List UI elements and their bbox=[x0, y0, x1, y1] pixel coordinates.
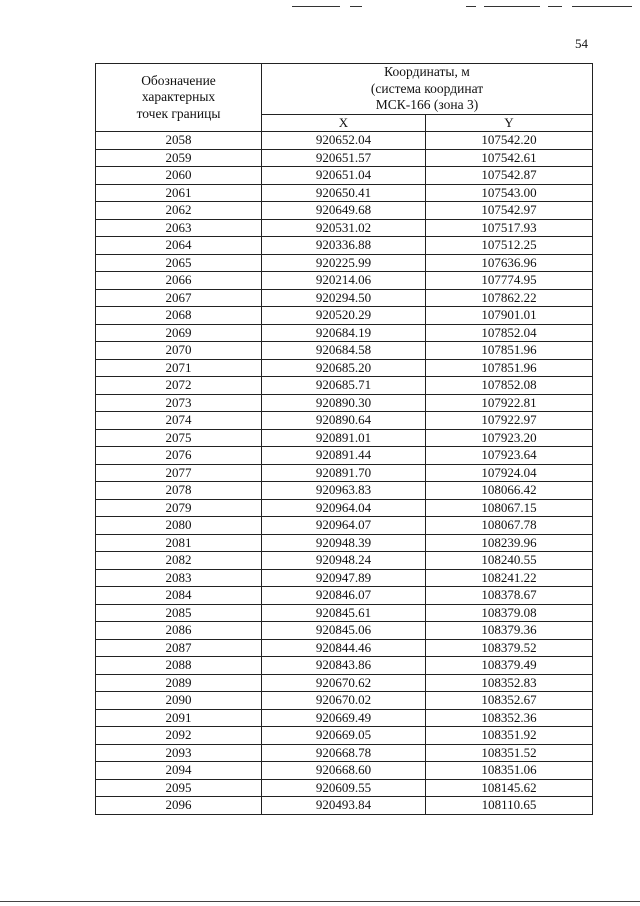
x-coordinate-cell: 920669.05 bbox=[262, 727, 426, 745]
point-id-cell: 2077 bbox=[96, 464, 262, 482]
x-coordinate-cell: 920669.49 bbox=[262, 709, 426, 727]
table-row bbox=[96, 202, 593, 220]
point-id-cell: 2080 bbox=[96, 517, 262, 535]
x-coordinate-cell: 920964.07 bbox=[262, 517, 426, 535]
table-body bbox=[96, 132, 593, 815]
y-coordinate-cell: 107851.96 bbox=[426, 342, 593, 360]
point-id-cell: 2063 bbox=[96, 219, 262, 237]
table-row bbox=[96, 237, 593, 255]
x-coordinate-cell: 920891.44 bbox=[262, 447, 426, 465]
y-coordinate-cell: 108379.52 bbox=[426, 639, 593, 657]
y-column-header: Y bbox=[426, 114, 593, 132]
table-row bbox=[96, 254, 593, 272]
point-designation-header bbox=[96, 64, 262, 132]
y-coordinate-cell: 108145.62 bbox=[426, 779, 593, 797]
x-coordinate-cell: 920846.07 bbox=[262, 587, 426, 605]
point-id-cell: 2078 bbox=[96, 482, 262, 500]
table-row bbox=[96, 517, 593, 535]
point-id-cell: 2096 bbox=[96, 797, 262, 815]
x-coordinate-cell: 920685.71 bbox=[262, 377, 426, 395]
y-coordinate-cell: 108352.67 bbox=[426, 692, 593, 710]
x-coordinate-cell: 920684.19 bbox=[262, 324, 426, 342]
scan-line bbox=[466, 6, 476, 7]
point-id-cell: 2065 bbox=[96, 254, 262, 272]
table-row bbox=[96, 429, 593, 447]
y-coordinate-cell: 108067.15 bbox=[426, 499, 593, 517]
y-coordinate-cell: 108067.78 bbox=[426, 517, 593, 535]
table-row bbox=[96, 464, 593, 482]
x-coordinate-cell: 920336.88 bbox=[262, 237, 426, 255]
y-coordinate-cell: 108241.22 bbox=[426, 569, 593, 587]
table-row bbox=[96, 149, 593, 167]
y-coordinate-cell: 108240.55 bbox=[426, 552, 593, 570]
y-coordinate-cell: 107922.81 bbox=[426, 394, 593, 412]
point-id-cell: 2075 bbox=[96, 429, 262, 447]
y-coordinate-cell: 107852.08 bbox=[426, 377, 593, 395]
header-line: Обозначение bbox=[141, 72, 216, 88]
table-header bbox=[96, 64, 593, 132]
x-coordinate-cell: 920650.41 bbox=[262, 184, 426, 202]
x-coordinate-cell: 920964.04 bbox=[262, 499, 426, 517]
table-row bbox=[96, 377, 593, 395]
y-coordinate-cell: 107543.00 bbox=[426, 184, 593, 202]
y-coordinate-cell: 108110.65 bbox=[426, 797, 593, 815]
point-id-cell: 2091 bbox=[96, 709, 262, 727]
scan-line bbox=[484, 6, 540, 7]
table-row bbox=[96, 307, 593, 325]
y-coordinate-cell: 108066.42 bbox=[426, 482, 593, 500]
point-id-cell: 2068 bbox=[96, 307, 262, 325]
top-scan-lines bbox=[0, 6, 640, 10]
x-coordinate-cell: 920609.55 bbox=[262, 779, 426, 797]
y-coordinate-cell: 107923.20 bbox=[426, 429, 593, 447]
table-row bbox=[96, 272, 593, 290]
table-row bbox=[96, 132, 593, 150]
x-coordinate-cell: 920668.78 bbox=[262, 744, 426, 762]
point-id-cell: 2087 bbox=[96, 639, 262, 657]
point-id-cell: 2071 bbox=[96, 359, 262, 377]
point-id-cell: 2090 bbox=[96, 692, 262, 710]
table-row bbox=[96, 727, 593, 745]
x-coordinate-cell: 920891.01 bbox=[262, 429, 426, 447]
x-coordinate-cell: 920948.39 bbox=[262, 534, 426, 552]
point-id-cell: 2081 bbox=[96, 534, 262, 552]
table-row bbox=[96, 779, 593, 797]
page-number: 54 bbox=[575, 36, 588, 51]
y-coordinate-cell: 107862.22 bbox=[426, 289, 593, 307]
point-id-cell: 2073 bbox=[96, 394, 262, 412]
point-id-cell: 2086 bbox=[96, 622, 262, 640]
table-row bbox=[96, 622, 593, 640]
x-coordinate-cell: 920651.04 bbox=[262, 167, 426, 185]
table-row bbox=[96, 499, 593, 517]
coordinates-table bbox=[95, 63, 593, 815]
x-coordinate-cell: 920890.30 bbox=[262, 394, 426, 412]
point-id-cell: 2085 bbox=[96, 604, 262, 622]
point-id-cell: 2066 bbox=[96, 272, 262, 290]
y-coordinate-cell: 107542.97 bbox=[426, 202, 593, 220]
x-coordinate-cell: 920845.06 bbox=[262, 622, 426, 640]
x-coordinate-cell: 920294.50 bbox=[262, 289, 426, 307]
y-coordinate-cell: 107901.01 bbox=[426, 307, 593, 325]
point-id-cell: 2088 bbox=[96, 657, 262, 675]
y-coordinate-cell: 107542.87 bbox=[426, 167, 593, 185]
x-coordinate-cell: 920947.89 bbox=[262, 569, 426, 587]
x-coordinate-cell: 920225.99 bbox=[262, 254, 426, 272]
table-row bbox=[96, 552, 593, 570]
y-coordinate-cell: 108352.83 bbox=[426, 674, 593, 692]
y-coordinate-cell: 107636.96 bbox=[426, 254, 593, 272]
header-line: Координаты, м bbox=[384, 64, 470, 79]
table-row bbox=[96, 657, 593, 675]
x-coordinate-cell: 920531.02 bbox=[262, 219, 426, 237]
x-coordinate-cell: 920844.46 bbox=[262, 639, 426, 657]
coordinates-header bbox=[262, 64, 593, 115]
header-line: характерных bbox=[141, 89, 216, 105]
x-coordinate-cell: 920670.62 bbox=[262, 674, 426, 692]
scan-line bbox=[350, 6, 362, 7]
y-coordinate-cell: 108352.36 bbox=[426, 709, 593, 727]
table-row bbox=[96, 167, 593, 185]
point-id-cell: 2095 bbox=[96, 779, 262, 797]
table-row bbox=[96, 289, 593, 307]
x-coordinate-cell: 920684.58 bbox=[262, 342, 426, 360]
y-coordinate-cell: 107517.93 bbox=[426, 219, 593, 237]
x-coordinate-cell: 920890.64 bbox=[262, 412, 426, 430]
x-coordinate-cell: 920843.86 bbox=[262, 657, 426, 675]
table-row bbox=[96, 447, 593, 465]
y-coordinate-cell: 108379.08 bbox=[426, 604, 593, 622]
y-coordinate-cell: 108239.96 bbox=[426, 534, 593, 552]
table-row bbox=[96, 744, 593, 762]
x-coordinate-cell: 920963.83 bbox=[262, 482, 426, 500]
y-coordinate-cell: 107512.25 bbox=[426, 237, 593, 255]
table-row bbox=[96, 587, 593, 605]
point-id-cell: 2084 bbox=[96, 587, 262, 605]
point-id-cell: 2089 bbox=[96, 674, 262, 692]
x-coordinate-cell: 920520.29 bbox=[262, 307, 426, 325]
x-coordinate-cell: 920668.60 bbox=[262, 762, 426, 780]
scan-line bbox=[292, 6, 340, 7]
y-coordinate-cell: 107852.04 bbox=[426, 324, 593, 342]
table-row bbox=[96, 412, 593, 430]
table-row bbox=[96, 692, 593, 710]
point-id-cell: 2094 bbox=[96, 762, 262, 780]
scan-line bbox=[548, 6, 562, 7]
table-row bbox=[96, 604, 593, 622]
point-id-cell: 2060 bbox=[96, 167, 262, 185]
y-coordinate-cell: 108351.92 bbox=[426, 727, 593, 745]
x-coordinate-cell: 920214.06 bbox=[262, 272, 426, 290]
y-coordinate-cell: 107774.95 bbox=[426, 272, 593, 290]
table-row bbox=[96, 184, 593, 202]
y-coordinate-cell: 107851.96 bbox=[426, 359, 593, 377]
y-coordinate-cell: 108379.36 bbox=[426, 622, 593, 640]
x-coordinate-cell: 920845.61 bbox=[262, 604, 426, 622]
table-row bbox=[96, 639, 593, 657]
table-row bbox=[96, 342, 593, 360]
table-row bbox=[96, 762, 593, 780]
point-id-cell: 2070 bbox=[96, 342, 262, 360]
header-line: (система координат bbox=[370, 80, 484, 96]
point-id-cell: 2062 bbox=[96, 202, 262, 220]
table-row bbox=[96, 482, 593, 500]
y-coordinate-cell: 107923.64 bbox=[426, 447, 593, 465]
scan-line bbox=[572, 6, 632, 7]
header-line: МСК-166 (зона 3) bbox=[375, 97, 479, 112]
x-coordinate-cell: 920493.84 bbox=[262, 797, 426, 815]
table-row bbox=[96, 359, 593, 377]
point-id-cell: 2064 bbox=[96, 237, 262, 255]
table-row bbox=[96, 534, 593, 552]
point-id-cell: 2058 bbox=[96, 132, 262, 150]
x-coordinate-cell: 920649.68 bbox=[262, 202, 426, 220]
y-coordinate-cell: 108379.49 bbox=[426, 657, 593, 675]
y-coordinate-cell: 107922.97 bbox=[426, 412, 593, 430]
table-row bbox=[96, 709, 593, 727]
point-id-cell: 2059 bbox=[96, 149, 262, 167]
point-id-cell: 2069 bbox=[96, 324, 262, 342]
bottom-scan-line bbox=[0, 901, 640, 902]
x-coordinate-cell: 920685.20 bbox=[262, 359, 426, 377]
y-coordinate-cell: 107542.20 bbox=[426, 132, 593, 150]
table-row bbox=[96, 324, 593, 342]
x-coordinate-cell: 920948.24 bbox=[262, 552, 426, 570]
table-row bbox=[96, 569, 593, 587]
point-id-cell: 2082 bbox=[96, 552, 262, 570]
point-id-cell: 2079 bbox=[96, 499, 262, 517]
header-line: точек границы bbox=[136, 105, 221, 121]
point-id-cell: 2092 bbox=[96, 727, 262, 745]
x-column-header: X bbox=[262, 114, 426, 132]
point-id-cell: 2072 bbox=[96, 377, 262, 395]
x-coordinate-cell: 920670.02 bbox=[262, 692, 426, 710]
point-id-cell: 2083 bbox=[96, 569, 262, 587]
x-coordinate-cell: 920651.57 bbox=[262, 149, 426, 167]
y-coordinate-cell: 108351.52 bbox=[426, 744, 593, 762]
point-id-cell: 2076 bbox=[96, 447, 262, 465]
y-coordinate-cell: 107924.04 bbox=[426, 464, 593, 482]
table-row bbox=[96, 394, 593, 412]
table-row bbox=[96, 674, 593, 692]
y-coordinate-cell: 107542.61 bbox=[426, 149, 593, 167]
point-id-cell: 2061 bbox=[96, 184, 262, 202]
point-id-cell: 2067 bbox=[96, 289, 262, 307]
x-coordinate-cell: 920891.70 bbox=[262, 464, 426, 482]
point-id-cell: 2074 bbox=[96, 412, 262, 430]
x-coordinate-cell: 920652.04 bbox=[262, 132, 426, 150]
y-coordinate-cell: 108378.67 bbox=[426, 587, 593, 605]
y-coordinate-cell: 108351.06 bbox=[426, 762, 593, 780]
point-id-cell: 2093 bbox=[96, 744, 262, 762]
table-row bbox=[96, 219, 593, 237]
table-row bbox=[96, 797, 593, 815]
